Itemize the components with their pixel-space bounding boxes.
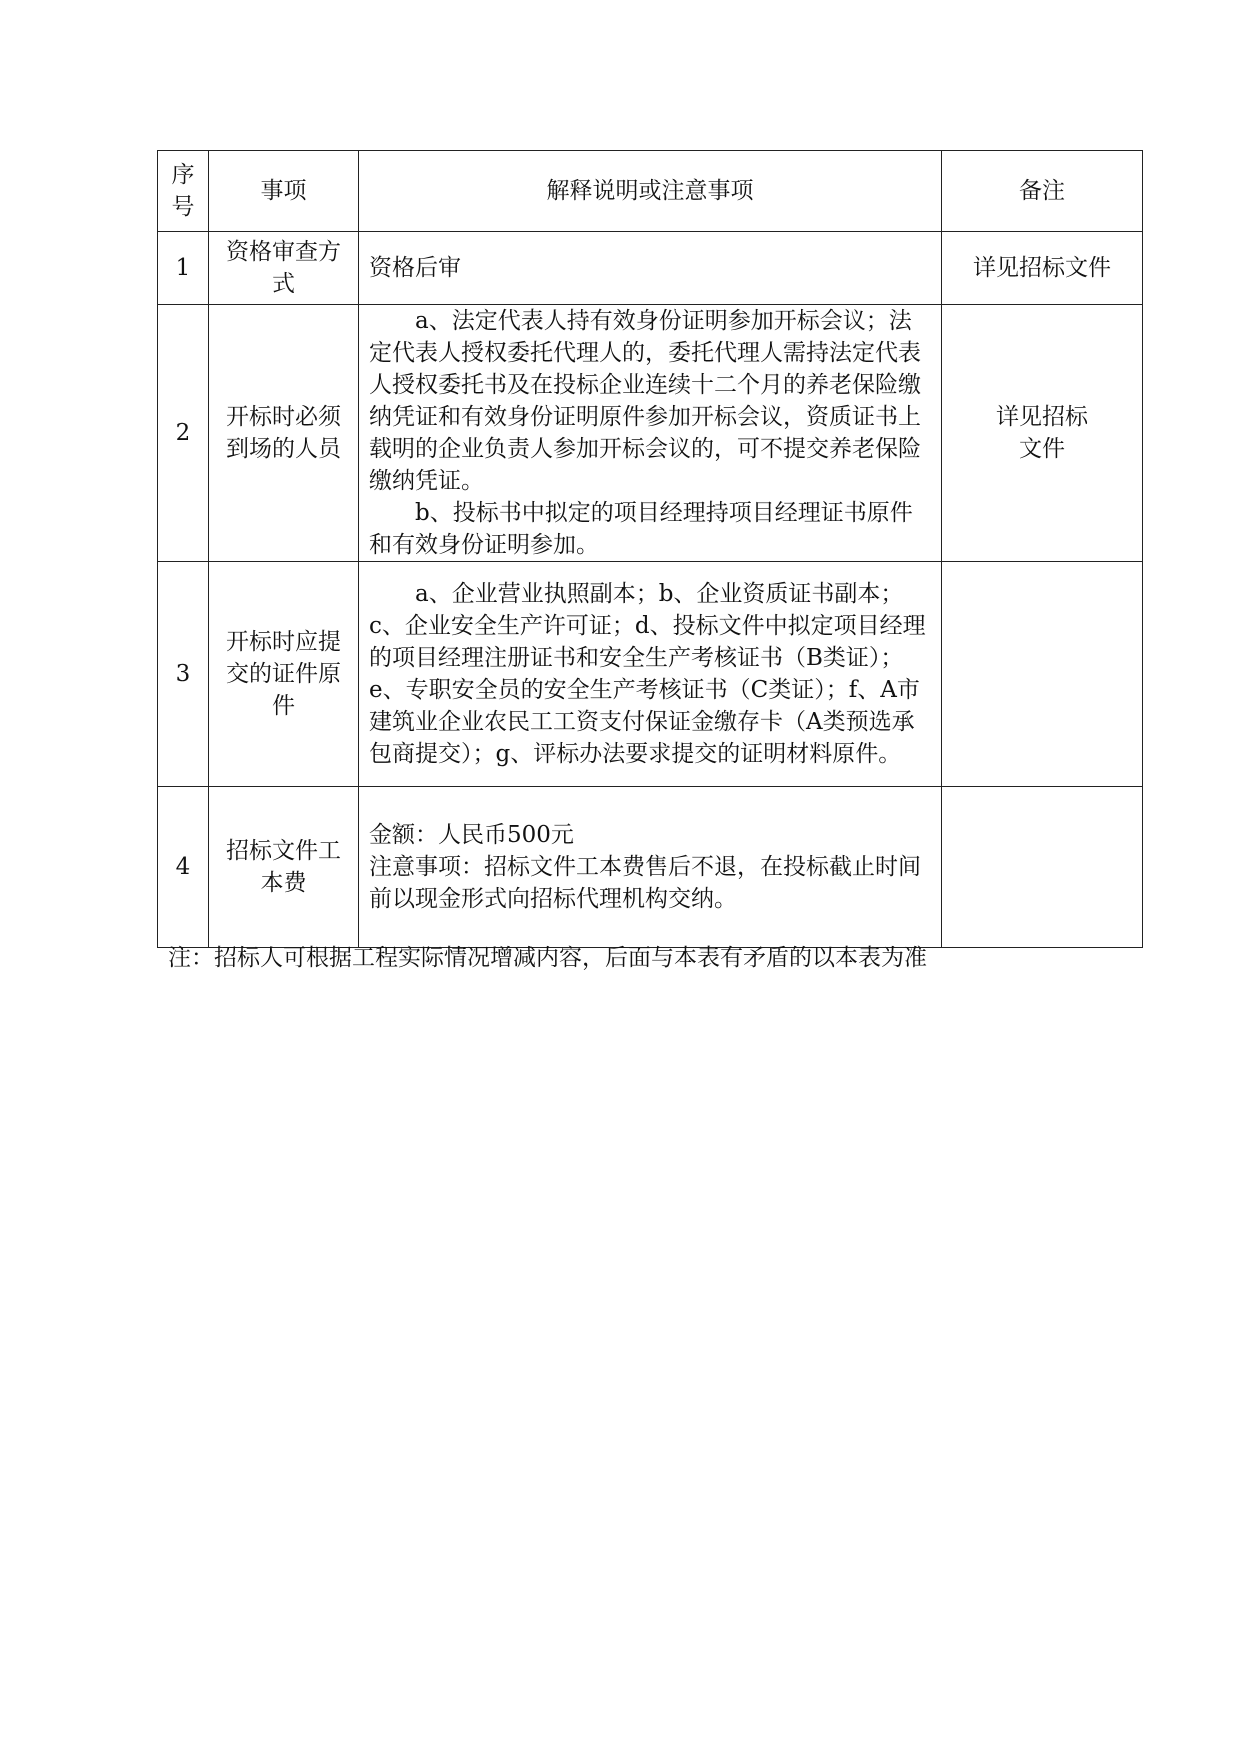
fee-notice: 注意事项：招标文件工本费售后不退，在投标截止时间前以现金形式向招标代理机构交纳。 xyxy=(369,854,921,912)
header-no: 序号 xyxy=(158,151,209,232)
table-row xyxy=(158,562,1143,787)
table-row xyxy=(158,305,1143,562)
fee-amount: 金额：人民币500元 xyxy=(369,822,574,848)
table-row xyxy=(158,787,1143,948)
row-item: 开标时必须到场的人员 xyxy=(209,305,359,562)
row-item: 招标文件工本费 xyxy=(209,787,359,948)
header-desc: 解释说明或注意事项 xyxy=(359,151,942,232)
row-no: 2 xyxy=(158,305,209,562)
row-item: 开标时应提交的证件原件 xyxy=(209,562,359,787)
row-note xyxy=(942,562,1143,787)
desc-paragraph-a: a、法定代表人持有效身份证明参加开标会议；法定代表人授权委托代理人的，委托代理人需持法定代表人授权委托书及在投标企业连续十二个月的养老保险缴纳凭证和有效身份证明原件参加开标会议，资质证书上载明的企业负责人参加开标会议的，可不提交养老保险缴纳凭证。 xyxy=(369,308,921,494)
row-no: 3 xyxy=(158,562,209,787)
table-header-row xyxy=(158,151,1143,232)
row-desc: 资格后审 xyxy=(359,232,942,305)
row-desc xyxy=(359,305,942,562)
row-note: 详见招标文件 xyxy=(942,232,1143,305)
row-note: 详见招标文件 xyxy=(942,305,1143,562)
row-no: 1 xyxy=(158,232,209,305)
row-desc: a、企业营业执照副本；b、企业资质证书副本；c、企业安全生产许可证；d、投标文件中拟定项目经理的项目经理注册证书和安全生产考核证书（B类证）；e、专职安全员的安全生产考核证书（C类证）；f、A市建筑业企业农民工工资支付保证金缴存卡（A类预选承包商提交）；g、评标办法要求提交的证明材料原件。 xyxy=(359,562,942,787)
row-desc xyxy=(359,787,942,948)
desc-paragraph-b: b、投标书中拟定的项目经理持项目经理证书原件和有效身份证明参加。 xyxy=(369,500,913,558)
table-row xyxy=(158,232,1143,305)
bid-info-table xyxy=(157,150,1143,948)
header-note: 备注 xyxy=(942,151,1143,232)
header-item: 事项 xyxy=(209,151,359,232)
row-item: 资格审查方式 xyxy=(209,232,359,305)
table-footnote: 注：招标人可根据工程实际情况增减内容，后面与本表有矛盾的以本表为准 xyxy=(168,945,927,971)
row-note xyxy=(942,787,1143,948)
row-no: 4 xyxy=(158,787,209,948)
